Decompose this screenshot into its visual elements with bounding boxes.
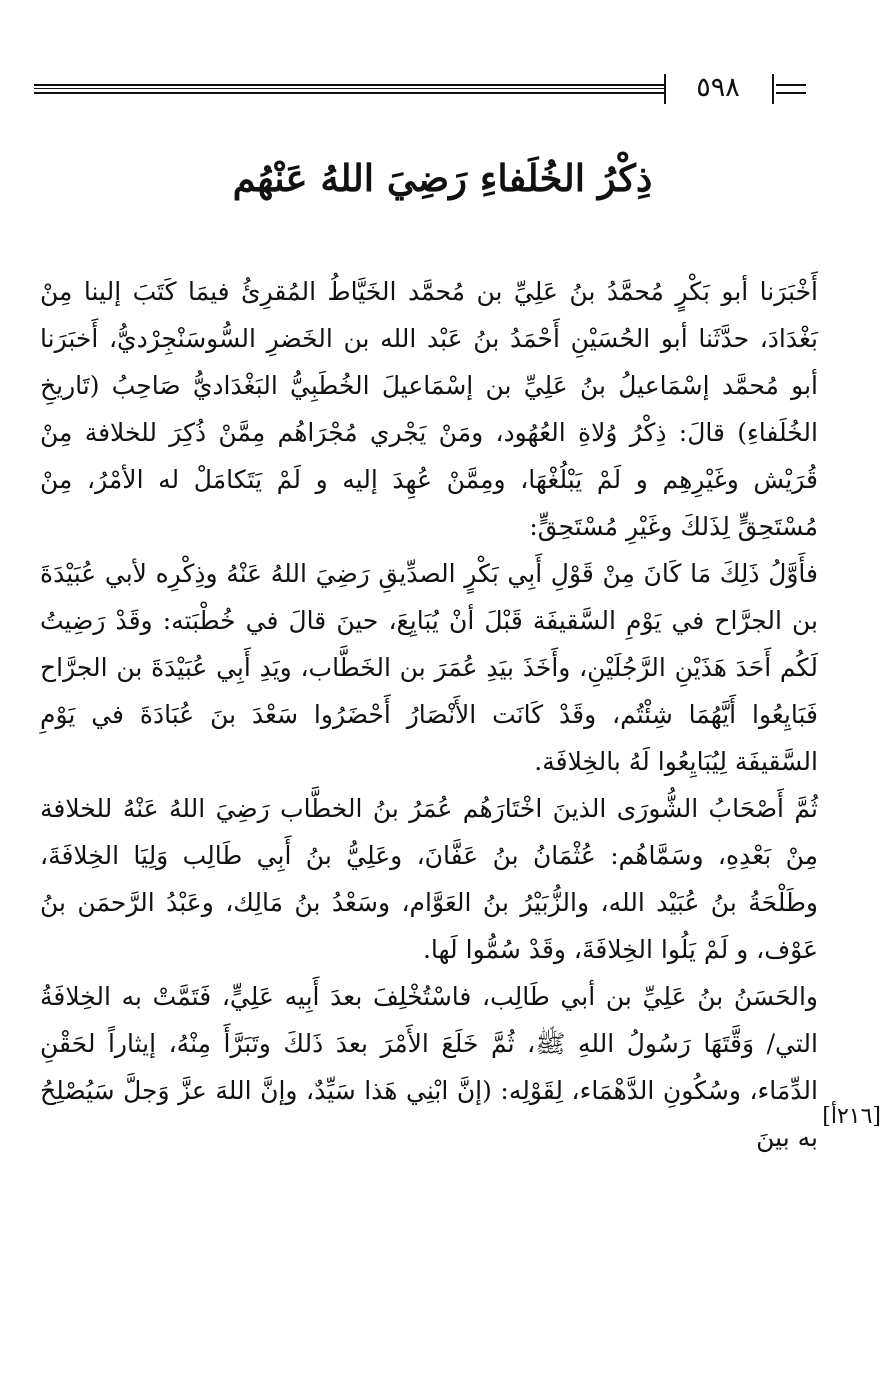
body-text	[40, 268, 818, 1161]
header-rule-tick	[664, 74, 666, 104]
paragraph: والحَسَنُ بنُ عَلِيِّ بن أبي طَالِب، فاسْتُخْلِفَ بعدَ أَبِيه عَلِيٍّ، فَتَمَّتْ به الخِلافَةُ التي/ وَقَّتَهَا رَسُولُ اللهِ ﷺ، ثُمَّ خَلَعَ الأَمْرَ بعدَ ذَلكَ وتَبَرَّأَ مِنْهُ، إيثاراً لحَقْنِ الدِّمَاء، وسُكُونِ الدَّهْمَاء، لِقَوْلِه: (إنَّ ابْنِي هَذا سَيِّدٌ، وإنَّ اللهَ عزَّ وَجلَّ سَيُصْلِحُ به بينَ	[40, 982, 818, 1152]
header-rule-long	[34, 84, 664, 94]
header-rule-tick	[772, 74, 774, 104]
page-number: ٥٩٨	[696, 72, 740, 103]
paragraph: فأَوَّلُ ذَلِكَ مَا كَانَ مِنْ قَوْلِ أَبِي بَكْرٍ الصدِّيقِ رَضِيَ اللهُ عَنْهُ وذِكْرِه لأبي عُبَيْدَةَ بن الجرَّاح في يَوْمِ السَّقيفَة قَبْلَ أنْ يُبَايِعَ، حينَ قالَ في خُطْبَته: وقَدْ رَضِيتُ لَكُم أَحَدَ هَذَيْنِ الرَّجُلَيْنِ، وأَخَذَ بيَدِ عُمَرَ بن الخَطَّاب، ويَدِ أَبِي عُبَيْدَةَ بن الجرَّاح فَبَايِعُوا أَيَّهُمَا شِئْتُم، وقَدْ كَانَت الأَنْصَارُ أَحْضَرُوا سَعْدَ بنَ عُبَادَةَ في يَوْمِ السَّقيفَة لِيُبَايِعُوا لَهُ بالخِلافَة.	[40, 559, 818, 776]
header-rule-short	[776, 84, 806, 94]
manuscript-folio-note: [٢١٦أ]	[822, 1104, 881, 1129]
chapter-title: ذِكْرُ الخُلَفاءِ رَضِيَ اللهُ عَنْهُم	[232, 156, 653, 200]
paragraph: ثُمَّ أَصْحَابُ الشُّورَى الذينَ اخْتَارَهُم عُمَرُ بنُ الخطَّاب رَضِيَ اللهُ عَنْهُ للخلافة مِنْ بَعْدِهِ، وسَمَّاهُم: عُثْمَانُ بنُ عَفَّانَ، وعَلِيُّ بنُ أَبِي طَالِب وَلِيَا الخِلافَةَ، وطَلْحَةُ بنُ عُبَيْد الله، والزُّبَيْرُ بنُ العَوَّام، وسَعْدُ بنُ مَالِك، وعَبْدُ الرَّحمَن بنُ عَوْف، و لَمْ يَلُوا الخِلافَةَ، وقَدْ سُمُّوا لَها.	[40, 794, 818, 964]
page-header	[34, 70, 806, 110]
paragraph: أَخْبَرَنا أبو بَكْرٍ مُحمَّدُ بنُ عَلِيِّ بن مُحمَّد الخَيَّاطُ المُقرِئُ فيمَا كَتَبَ إلينا مِنْ بَغْدَادَ، حدَّثَنا أبو الحُسَيْنِ أَحْمَدُ بنُ عَبْد الله بن الخَضرِ السُّوسَنْجِرْديُّ، أَخبَرَنا أبو مُحمَّد إسْمَاعيلُ بنُ عَلِيِّ بن إسْمَاعيلَ الخُطَبِيُّ البَغْدَاديُّ صَاحِبُ (تَاريخِ الخُلَفاءِ) قالَ: ذِكْرُ وُلاةِ العُهُود، ومَنْ يَجْري مُجْرَاهُم مِمَّنْ ذُكِرَ للخلافة مِنْ قُرَيْش وغَيْرِهِم و لَمْ يَبْلُغْهَا، ومِمَّنْ عُهِدَ إليه و لَمْ يَتَكامَلْ له الأمْرُ، مِنْ مُسْتَحِقٍّ لِذَلكَ وغَيْرِ مُسْتَحِقٍّ:	[40, 277, 818, 541]
